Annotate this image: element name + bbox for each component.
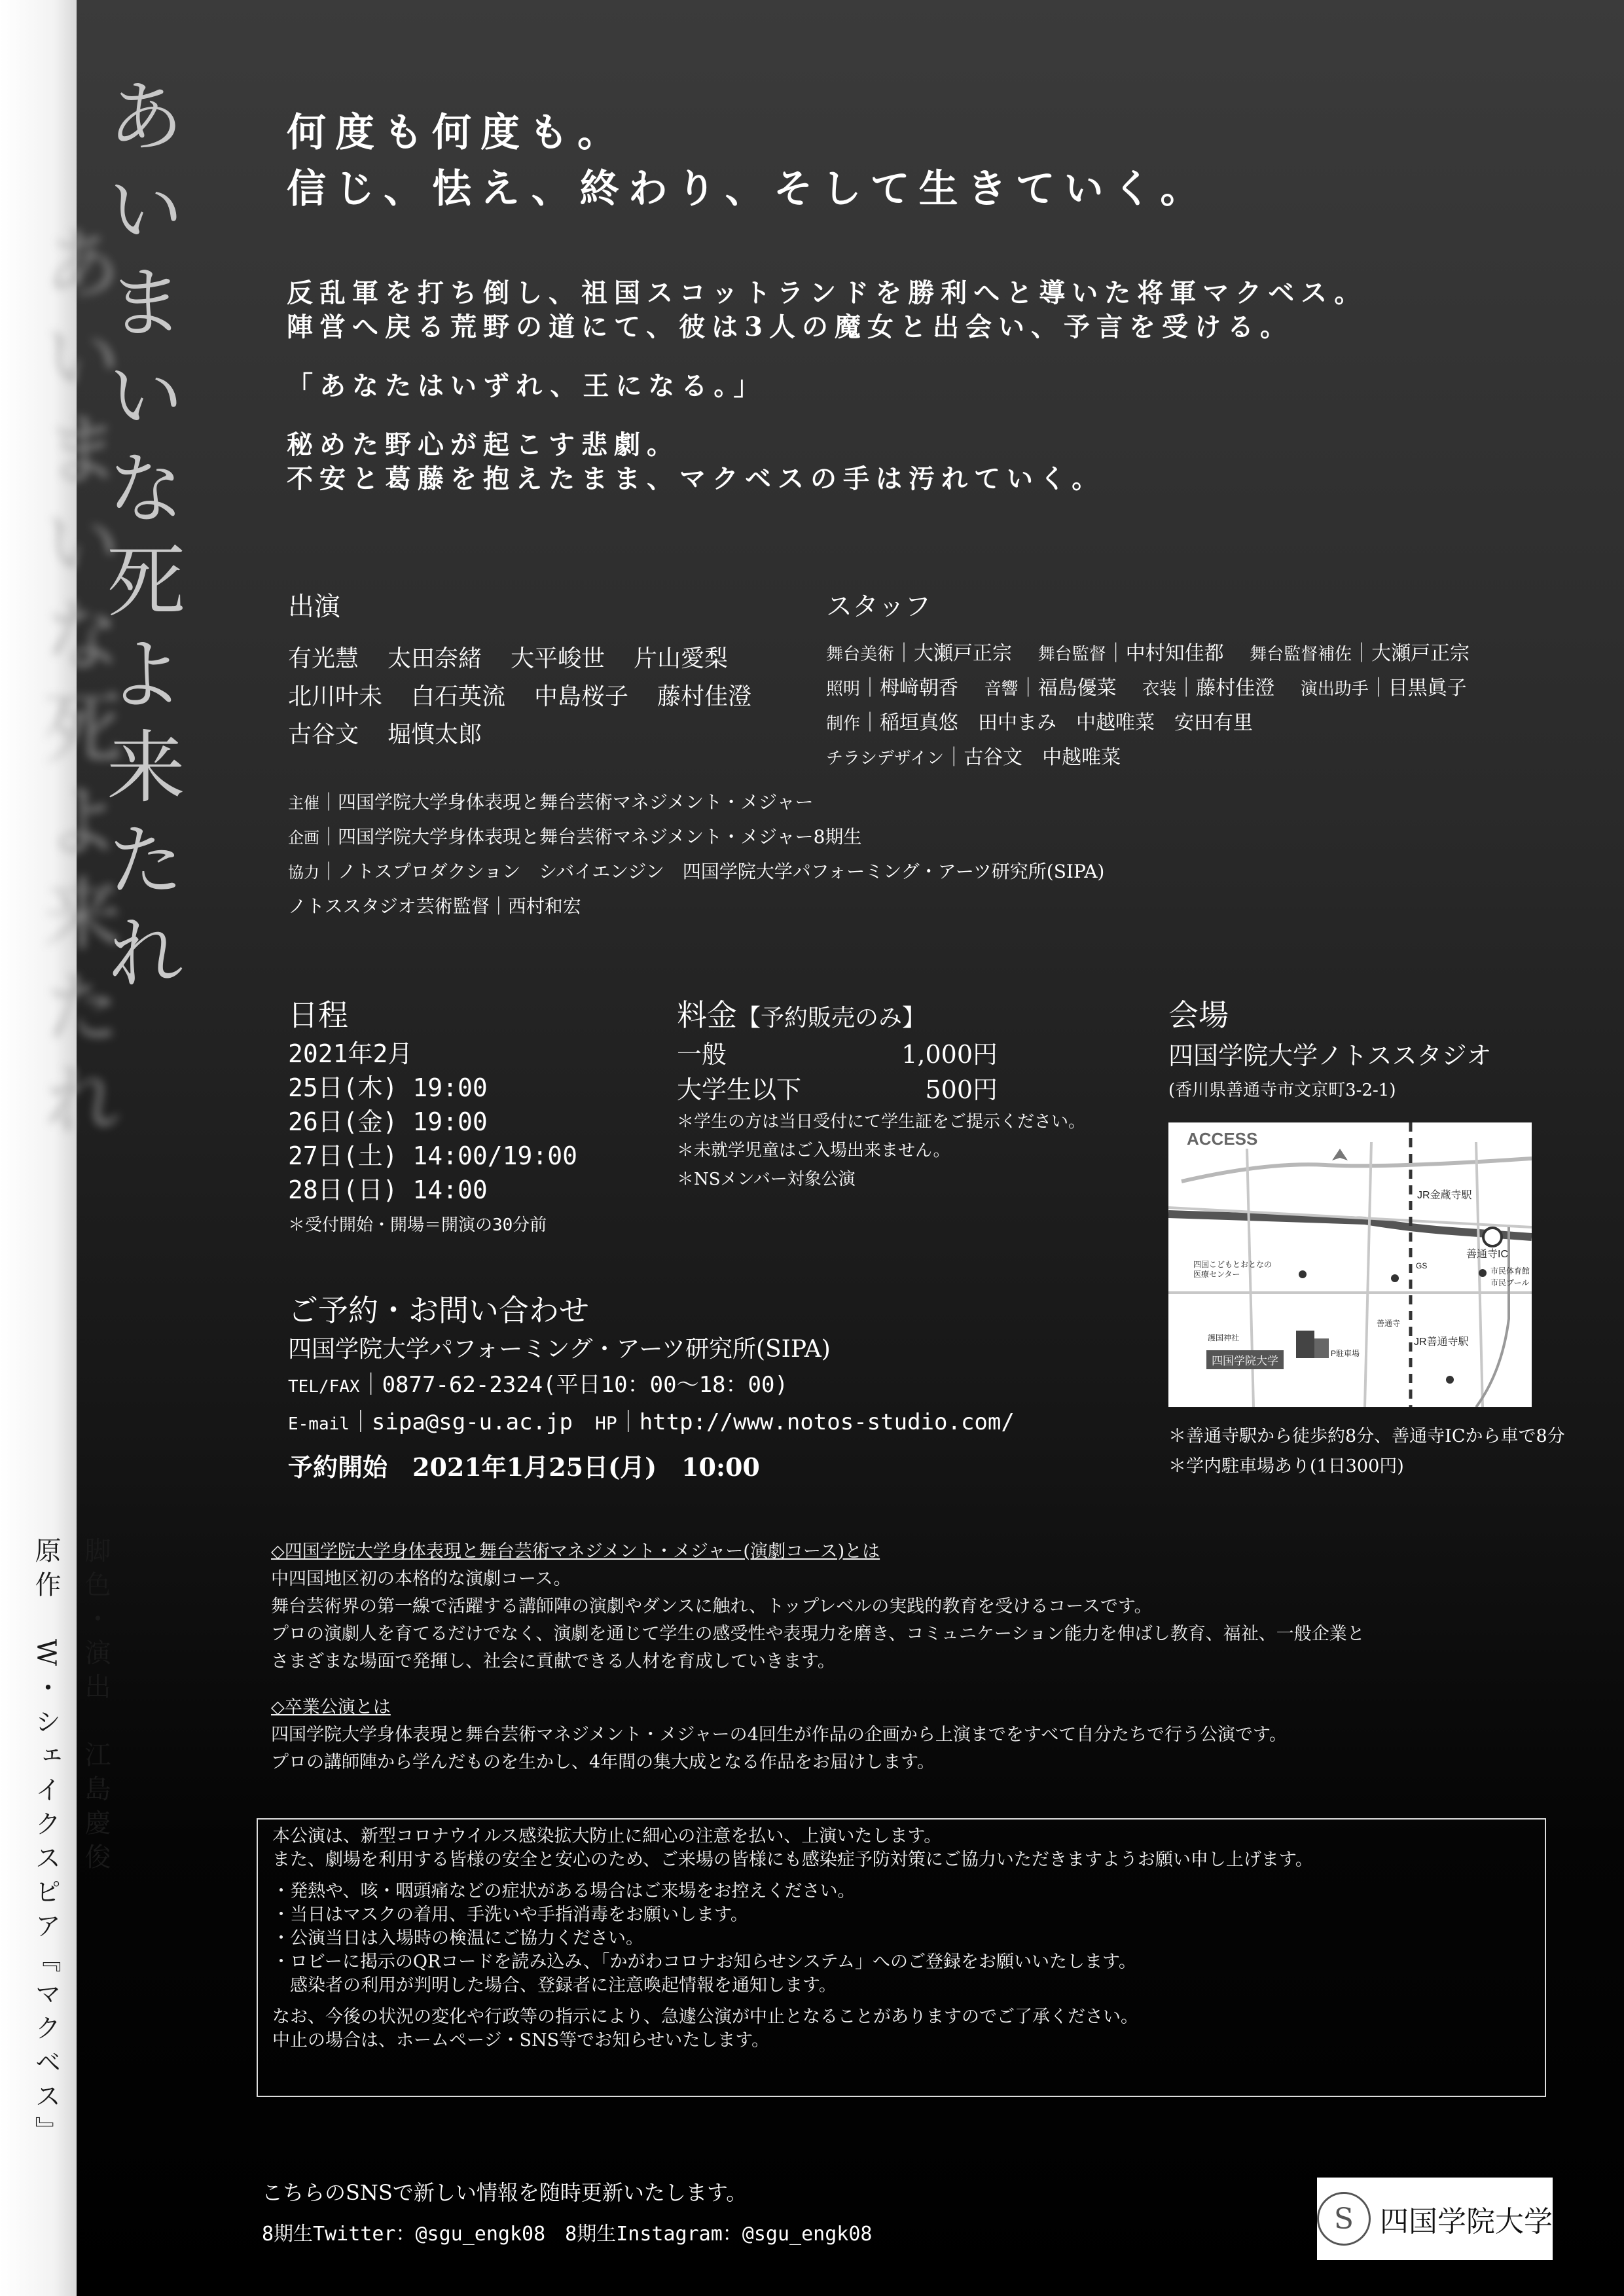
covid-line: 本公演は、新型コロナウイルス感染拡大防止に細心の注意を払い、上演いたします。 — [272, 1826, 942, 1846]
cast-member: 大平峻世 — [511, 645, 605, 672]
price-note: ＊NSメンバー対象公演 — [677, 1170, 856, 1189]
sns-intro: こちらのSNSで新しい情報を随時更新いたします。 — [262, 2180, 748, 2205]
schedule-list — [288, 1037, 655, 1240]
hp-label: HP — [594, 1412, 617, 1434]
map-label: GS — [1416, 1261, 1428, 1270]
map-label: 市民体育館 — [1490, 1266, 1530, 1276]
schedule-date: 26日(金) 19:00 — [288, 1107, 488, 1136]
venue-address: (香川県善通寺市文京町3-2-1) — [1168, 1081, 1396, 1100]
organizer-row: 協力｜ノトスプロダクション シバイエンジン 四国学院大学パフォーミング・アーツ研究所(SIPA) — [288, 861, 1105, 882]
sns-block — [262, 2172, 1244, 2255]
twitter-link[interactable]: 8期生Twitter：@sgu_engk08 — [262, 2223, 546, 2246]
about-major-line: プロの演劇人を育てるだけでなく、演劇を通じて学生の感受性や表現力を磨き、コミュニケーション能力を伸ばし教育、福祉、一般企業と — [271, 1624, 1365, 1644]
map-label: 四国こどもとおとなの医療センター — [1193, 1260, 1272, 1279]
logo-mark-icon: S — [1317, 2192, 1371, 2246]
contact-block — [288, 1332, 1139, 1485]
staff-name: 目黒眞子 — [1388, 677, 1467, 700]
cast-member: 堀慎太郎 — [388, 721, 482, 748]
about-major-line: 舞台芸術界の第一線で活躍する講師陣の演劇やダンスに触れ、トップレベルの実践的教育を受けるコースです。 — [271, 1596, 1152, 1617]
contact-web-row: E-mail｜sipa@sg-u.ac.jp HP｜http://www.notos-studio.com/ — [288, 1409, 1015, 1435]
cast-member: 中島桜子 — [534, 683, 629, 710]
map-label: 善通寺 — [1377, 1319, 1401, 1328]
staff-name: 福島優菜 — [1038, 677, 1117, 700]
contact-org: 四国学院大学パフォーミング・アーツ研究所(SIPA) — [288, 1336, 831, 1363]
email-label: E-mail — [288, 1414, 350, 1434]
organizer-value: 西村和宏 — [507, 895, 581, 917]
organizer-row: ノトススタジオ芸術監督｜西村和宏 — [288, 895, 581, 917]
schedule-month: 2021年2月 — [288, 1039, 413, 1068]
staff-list — [826, 637, 1605, 776]
price-value: 500円 — [925, 1075, 998, 1104]
price-value: 1,000円 — [901, 1040, 998, 1069]
cast-list — [288, 640, 812, 754]
covid-line: ・発熱や、咳・咽頭痛などの症状がある場合はご来場をお控えください。 — [272, 1881, 856, 1901]
venue-heading: 会場 — [1168, 997, 1229, 1033]
pricing-title: 料金 — [677, 997, 737, 1033]
staff-name: 栂﨑朝香 — [880, 677, 959, 700]
tel-label: TEL/FAX — [288, 1377, 360, 1397]
email-link[interactable]: sipa@sg-u.ac.jp — [371, 1409, 573, 1435]
map-label: P駐車場 — [1331, 1349, 1360, 1358]
logo-text: 四国学院大学 — [1380, 2205, 1553, 2238]
price-label: 一般 — [677, 1040, 727, 1069]
staff-row: 舞台美術｜大瀬戸正宗 舞台監督｜中村知佳都 舞台監督補佐｜大瀬戸正宗 — [826, 642, 1470, 665]
cast-row — [288, 678, 812, 716]
staff-heading: スタッフ — [826, 592, 931, 622]
staff-name: 古谷文 中越唯菜 — [964, 746, 1121, 769]
access-map-title: ACCESS — [1187, 1129, 1258, 1149]
about-major — [271, 1538, 1554, 1676]
organizer-value: ノトスプロダクション シバイエンジン 四国学院大学パフォーミング・アーツ研究所(SIPA) — [338, 861, 1105, 882]
staff-role: 衣装 — [1142, 679, 1177, 699]
cast-row — [288, 716, 812, 754]
cast-heading: 出演 — [288, 592, 340, 622]
hp-link[interactable]: http://www.notos-studio.com/ — [639, 1409, 1015, 1435]
covid-notice — [257, 1818, 1546, 2097]
about-graduation — [271, 1694, 1554, 1776]
title-vertical-shadow: あいまいな死よ来たれ — [30, 223, 121, 1152]
about-major-heading: ◇四国学院大学身体表現と舞台芸術マネジメント・メジャー(演劇コース)とは — [271, 1541, 880, 1562]
pricing-list — [677, 1037, 1135, 1194]
organizer-row: 主催｜四国学院大学身体表現と舞台芸術マネジメント・メジャー — [288, 791, 814, 813]
staff-role: チラシデザイン — [826, 749, 945, 768]
staff-role: 音響 — [984, 679, 1019, 699]
synopsis-line: 秘めた野心が起こす悲劇。 — [287, 429, 679, 460]
schedule-date: 27日(土) 14:00/19:00 — [288, 1141, 578, 1170]
contact-tel-row: TEL/FAX｜0877-62-2324(平日10：00〜18：00) — [288, 1372, 788, 1398]
cast-member: 有光慧 — [288, 645, 359, 672]
price-row — [677, 1037, 1135, 1072]
pricing-note: 【予約販売のみ】 — [737, 1005, 926, 1031]
covid-line: ・公演当日は入場時の検温にご協力ください。 — [272, 1928, 643, 1948]
price-note: ＊未就学児童はご入場出来ません。 — [677, 1141, 950, 1160]
staff-name: 稲垣真悠 田中まみ 中越唯菜 安田有里 — [880, 711, 1254, 734]
covid-spacer — [272, 1872, 1530, 1880]
organizer-row: 企画｜四国学院大学身体表現と舞台芸術マネジメント・メジャー8期生 — [288, 826, 862, 848]
staff-row: 照明｜栂﨑朝香 音響｜福島優菜 衣装｜藤村佳澄 演出助手｜目黒眞子 — [826, 677, 1467, 700]
cast-member: 白石英流 — [411, 683, 506, 710]
staff-role: 照明 — [826, 679, 861, 699]
access-map[interactable] — [1168, 1122, 1532, 1407]
map-label: JR金蔵寺駅 — [1417, 1190, 1472, 1201]
staff-name: 大瀬戸正宗 — [1371, 642, 1470, 665]
synopsis-line: 「あなたはいずれ、王になる。」 — [287, 370, 767, 401]
staff-name: 大瀬戸正宗 — [914, 642, 1013, 665]
venue-name: 四国学院大学ノトススタジオ — [1168, 1041, 1492, 1070]
reservation-label: 予約開始 — [288, 1452, 388, 1482]
covid-line: 中止の場合は、ホームページ・SNS等でお知らせいたします。 — [272, 2030, 770, 2051]
credit-director: 脚色・演出 江島慶俊 — [81, 1537, 111, 1877]
cast-row — [288, 640, 812, 678]
organizers — [288, 785, 1466, 924]
covid-line: ・ロビーに掲示のQRコードを読み込み、「かがわコロナお知らせシステム」へのご登録をお願いいたします。 — [272, 1952, 1136, 1972]
reservation-date: 2021年1月25日(月) 10:00 — [412, 1452, 760, 1482]
staff-row: チラシデザイン｜古谷文 中越唯菜 — [826, 746, 1121, 769]
tagline-line: 何度も何度も。 — [287, 110, 626, 156]
schedule-note: ＊受付開始・開場＝開演の30分前 — [288, 1215, 547, 1235]
schedule-date: 28日(日) 14:00 — [288, 1175, 488, 1204]
staff-role: 舞台監督 — [1038, 645, 1106, 664]
organizer-value: 四国学院大学身体表現と舞台芸術マネジメント・メジャー — [338, 791, 814, 813]
synopsis-line: 反乱軍を打ち倒し、祖国スコットランドを勝利へと導いた将軍マクベス。 — [287, 278, 1367, 308]
staff-role: 舞台監督補佐 — [1250, 645, 1352, 664]
staff-role: 舞台美術 — [826, 645, 895, 664]
title-vertical: あいまいな死よ来たれ — [94, 75, 185, 1005]
venue-notes — [1168, 1422, 1565, 1482]
tel-value[interactable]: 0877-62-2324(平日10：00〜18：00) — [382, 1372, 788, 1398]
instagram-link[interactable]: 8期生Instagram：@sgu_engk08 — [565, 2223, 873, 2246]
pricing-heading — [677, 992, 926, 1035]
organizer-label: 企画 — [288, 829, 319, 847]
about-major-line: 中四国地区初の本格的な演劇コース。 — [271, 1569, 571, 1589]
tagline-line: 信じ、怯え、終わり、そして生きていく。 — [287, 166, 1209, 212]
synopsis — [287, 276, 1589, 496]
organizer-label: 協力 — [288, 863, 319, 882]
covid-line: 感染者の利用が判明した場合、登録者に注意喚起情報を通知します。 — [272, 1975, 837, 1996]
about-graduation-line: プロの講師陣から学んだものを生かし、4年間の集大成となる作品をお届けします。 — [271, 1752, 935, 1772]
staff-name: 藤村佳澄 — [1196, 677, 1275, 700]
price-label: 大学生以下 — [677, 1075, 802, 1104]
covid-line: ・当日はマスクの着用、手洗いや手指消毒をお願いします。 — [272, 1905, 748, 1925]
cast-member: 藤村佳澄 — [657, 683, 752, 710]
staff-row: 制作｜稲垣真悠 田中まみ 中越唯菜 安田有里 — [826, 711, 1254, 734]
staff-role: 制作 — [826, 714, 861, 734]
about-graduation-heading: ◇卒業公演とは — [271, 1697, 391, 1717]
cast-member: 北川叶未 — [288, 683, 383, 710]
covid-line: また、劇場を利用する皆様の安全と安心のため、ご来場の皆様にも感染症予防対策にご協力いただきますようお願い申し上げます。 — [272, 1850, 1313, 1870]
venue-note: ＊学内駐車場あり(1日300円) — [1168, 1456, 1404, 1477]
map-label: JR善通寺駅 — [1414, 1336, 1469, 1348]
about-graduation-line: 四国学院大学身体表現と舞台芸術マネジメント・メジャーの4回生が作品の企画から上演までをすべて自分たちで行う公演です。 — [271, 1725, 1287, 1745]
schedule-heading: 日程 — [288, 997, 348, 1033]
cast-member: 太田奈緒 — [388, 645, 482, 672]
map-label: 護国神社 — [1208, 1333, 1240, 1342]
synopsis-line: 不安と葛藤を抱えたまま、マクベスの手は汚れていく。 — [287, 463, 1105, 494]
sns-links — [262, 2214, 1244, 2255]
cast-member: 古谷文 — [288, 721, 359, 748]
price-row — [677, 1072, 1135, 1107]
staff-role: 演出助手 — [1300, 679, 1369, 699]
credit-original: 原作 W・シェイクスピア『マクベス』 — [31, 1537, 61, 2151]
map-label: 善通寺IC — [1466, 1249, 1509, 1260]
organizer-label: 主催 — [288, 794, 319, 812]
organizer-label: ノトススタジオ芸術監督 — [288, 895, 490, 917]
map-label-campus: 四国学院大学 — [1206, 1350, 1284, 1369]
schedule-date: 25日(木) 19:00 — [288, 1073, 488, 1102]
tagline — [287, 105, 1208, 217]
price-note: ＊学生の方は当日受付にて学生証をご提示ください。 — [677, 1112, 1086, 1132]
covid-spacer — [272, 1998, 1530, 2005]
cast-member: 片山愛梨 — [634, 645, 729, 672]
about-major-line: さまざまな場面で発揮し、社会に貢献できる人材を育成していきます。 — [271, 1651, 835, 1672]
contact-heading: ご予約・お問い合わせ — [288, 1293, 589, 1328]
map-label: 市民プール — [1490, 1278, 1530, 1287]
synopsis-line: 陣営へ戻る荒野の道にて、彼は3人の魔女と出会い、予言を受ける。 — [287, 312, 1293, 342]
organizer-value: 四国学院大学身体表現と舞台芸術マネジメント・メジャー8期生 — [338, 826, 862, 848]
university-logo[interactable] — [1317, 2178, 1553, 2260]
venue-note: ＊善通寺駅から徒歩約8分、善通寺ICから車で8分 — [1168, 1426, 1565, 1446]
reservation-start — [288, 1450, 1139, 1485]
staff-name: 中村知佳都 — [1125, 642, 1224, 665]
covid-line: なお、今後の状況の変化や行政等の指示により、急遽公演が中止となることがありますのでご了承ください。 — [272, 2007, 1138, 2027]
